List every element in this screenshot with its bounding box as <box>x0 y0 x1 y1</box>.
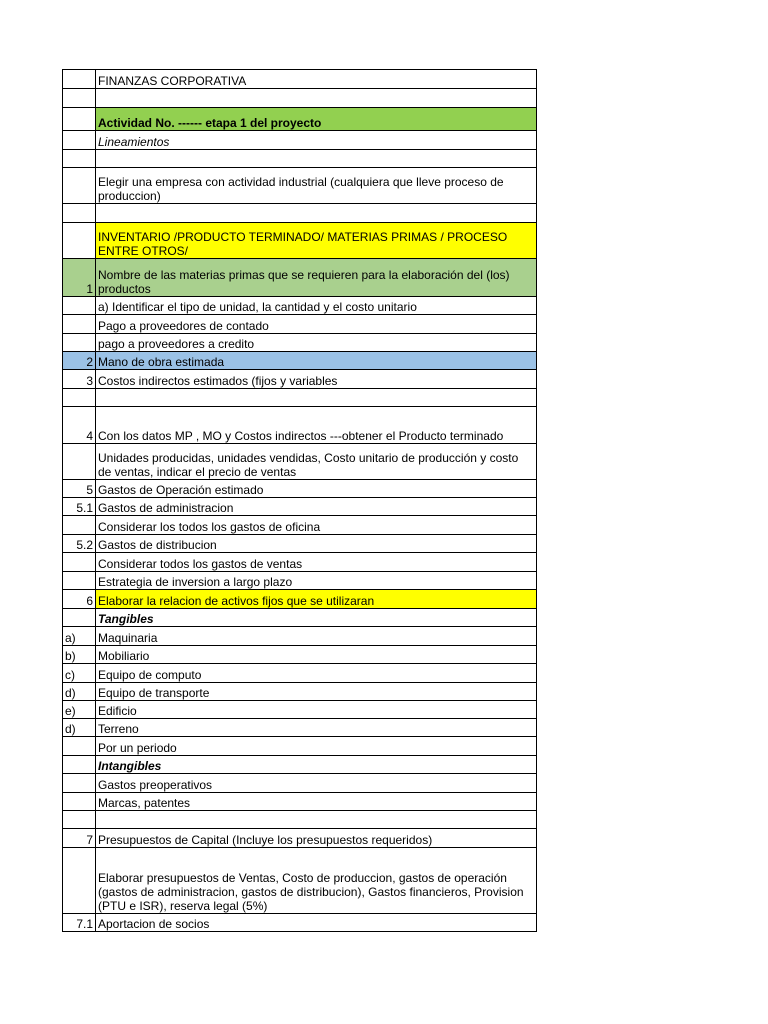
cell-text[interactable]: Nombre de las materias primas que se requieren para la elaboración del (los) productos <box>96 259 537 297</box>
table-row <box>63 315 537 334</box>
row-number[interactable] <box>63 444 96 480</box>
row-number[interactable] <box>63 315 96 334</box>
table-row <box>63 89 537 108</box>
row-number[interactable] <box>63 204 96 223</box>
table-row <box>63 737 537 756</box>
row-number[interactable] <box>63 848 96 914</box>
table-row <box>63 223 537 259</box>
cell-text[interactable]: pago a proveedores a credito <box>96 334 537 352</box>
row-number[interactable] <box>63 108 96 131</box>
table-row <box>63 848 537 914</box>
spreadsheet-table <box>62 69 537 932</box>
row-number[interactable] <box>63 70 96 89</box>
table-row <box>63 131 537 150</box>
table-row <box>63 498 537 516</box>
table-row <box>63 793 537 811</box>
cell-text[interactable]: Considerar los todos los gastos de oficina <box>96 516 537 535</box>
table-row <box>63 407 537 444</box>
table-row <box>63 664 537 683</box>
cell-text[interactable] <box>96 89 537 108</box>
row-number[interactable]: 2 <box>63 352 96 370</box>
row-number[interactable] <box>63 389 96 407</box>
row-number[interactable] <box>63 150 96 168</box>
cell-text[interactable]: Unidades producidas, unidades vendidas, Costo unitario de producción y costo de ventas, indicar el precio de ventas <box>96 444 537 480</box>
cell-text[interactable]: Presupuestos de Capital (Incluye los presupuestos requeridos) <box>96 829 537 848</box>
section-heading[interactable]: Tangibles <box>96 609 537 627</box>
row-number[interactable] <box>63 553 96 572</box>
cell-text[interactable]: Costos indirectos estimados (fijos y variables <box>96 370 537 389</box>
row-number[interactable]: 5.2 <box>63 535 96 553</box>
row-number[interactable]: 7.1 <box>63 914 96 932</box>
row-number[interactable] <box>63 609 96 627</box>
table-row <box>63 811 537 829</box>
cell-text[interactable] <box>96 204 537 223</box>
cell-text[interactable]: Equipo de transporte <box>96 683 537 701</box>
table-row <box>63 259 537 297</box>
table-row <box>63 627 537 646</box>
cell-text[interactable]: Con los datos MP , MO y Costos indirectos ---obtener el Producto terminado <box>96 407 537 444</box>
cell-text[interactable]: Terreno <box>96 719 537 737</box>
table-row <box>63 444 537 480</box>
table-row <box>63 590 537 609</box>
cell-text[interactable]: a) Identificar el tipo de unidad, la cantidad y el costo unitario <box>96 297 537 315</box>
table-row <box>63 683 537 701</box>
row-number[interactable]: a) <box>63 627 96 646</box>
table-row <box>63 829 537 848</box>
row-number[interactable]: 5.1 <box>63 498 96 516</box>
cell-text[interactable]: Mobiliario <box>96 646 537 664</box>
cell-text[interactable]: Elaborar presupuestos de Ventas, Costo de produccion, gastos de operación (gastos de administracion, gastos de distribucion), Gastos financieros, Provision (PTU e ISR), reserva legal (5%) <box>96 848 537 914</box>
table-row <box>63 516 537 535</box>
table-row <box>63 480 537 498</box>
cell-text[interactable] <box>96 389 537 407</box>
row-number[interactable]: 7 <box>63 829 96 848</box>
cell-text[interactable]: Elegir una empresa con actividad industrial (cualquiera que lleve proceso de produccion) <box>96 168 537 204</box>
row-number[interactable] <box>63 89 96 108</box>
table-row <box>63 535 537 553</box>
row-number[interactable]: 3 <box>63 370 96 389</box>
table-row <box>63 701 537 719</box>
table-row <box>63 204 537 223</box>
table-row <box>63 370 537 389</box>
row-number[interactable] <box>63 811 96 829</box>
row-number[interactable] <box>63 334 96 352</box>
activity-title[interactable]: Actividad No. ------ etapa 1 del proyecto <box>96 108 537 131</box>
cell-text[interactable]: Gastos de administracion <box>96 498 537 516</box>
cell-text[interactable]: Gastos preoperativos <box>96 774 537 793</box>
table-row <box>63 334 537 352</box>
table-row <box>63 352 537 370</box>
row-number[interactable] <box>63 572 96 590</box>
row-number[interactable] <box>63 793 96 811</box>
row-number[interactable]: 5 <box>63 480 96 498</box>
cell-text[interactable]: Edificio <box>96 701 537 719</box>
row-number[interactable]: 1 <box>63 259 96 297</box>
cell-text[interactable]: Elaborar la relacion de activos fijos que se utilizaran <box>96 590 537 609</box>
row-number[interactable]: e) <box>63 701 96 719</box>
cell-text[interactable]: Marcas, patentes <box>96 793 537 811</box>
table-row <box>63 774 537 793</box>
cell-text[interactable]: Aportacion de socios <box>96 914 537 932</box>
table-row <box>63 108 537 131</box>
table-row <box>63 572 537 590</box>
cell-text[interactable] <box>96 811 537 829</box>
row-number[interactable]: d) <box>63 719 96 737</box>
row-number[interactable] <box>63 131 96 150</box>
row-number[interactable] <box>63 516 96 535</box>
cell-text[interactable]: FINANZAS CORPORATIVA <box>96 70 537 89</box>
row-number[interactable] <box>63 756 96 774</box>
table-row <box>63 389 537 407</box>
cell-text[interactable]: Estrategia de inversion a largo plazo <box>96 572 537 590</box>
row-number[interactable]: 4 <box>63 407 96 444</box>
cell-text[interactable]: Por un periodo <box>96 737 537 756</box>
table-row <box>63 756 537 774</box>
table-row <box>63 609 537 627</box>
row-number[interactable] <box>63 737 96 756</box>
table-row <box>63 914 537 932</box>
row-number[interactable]: 6 <box>63 590 96 609</box>
row-number[interactable]: b) <box>63 646 96 664</box>
row-number[interactable]: d) <box>63 683 96 701</box>
table-row <box>63 150 537 168</box>
cell-text[interactable]: INVENTARIO /PRODUCTO TERMINADO/ MATERIAS PRIMAS / PROCESO ENTRE OTROS/ <box>96 223 537 259</box>
table-row <box>63 553 537 572</box>
cell-text[interactable]: Considerar todos los gastos de ventas <box>96 553 537 572</box>
row-number[interactable] <box>63 168 96 204</box>
row-number[interactable]: c) <box>63 664 96 683</box>
row-number[interactable] <box>63 774 96 793</box>
cell-text[interactable]: Gastos de Operación estimado <box>96 480 537 498</box>
row-number[interactable] <box>63 223 96 259</box>
cell-text[interactable]: Lineamientos <box>96 131 537 150</box>
cell-text[interactable] <box>96 150 537 168</box>
cell-text[interactable]: Gastos de distribucion <box>96 535 537 553</box>
cell-text[interactable]: Equipo de computo <box>96 664 537 683</box>
cell-text[interactable]: Pago a proveedores de contado <box>96 315 537 334</box>
cell-text[interactable]: Mano de obra estimada <box>96 352 537 370</box>
table-row <box>63 646 537 664</box>
section-heading[interactable]: Intangibles <box>96 756 537 774</box>
table-row <box>63 719 537 737</box>
table-row <box>63 70 537 89</box>
row-number[interactable] <box>63 297 96 315</box>
table-row <box>63 297 537 315</box>
table-row <box>63 168 537 204</box>
cell-text[interactable]: Maquinaria <box>96 627 537 646</box>
